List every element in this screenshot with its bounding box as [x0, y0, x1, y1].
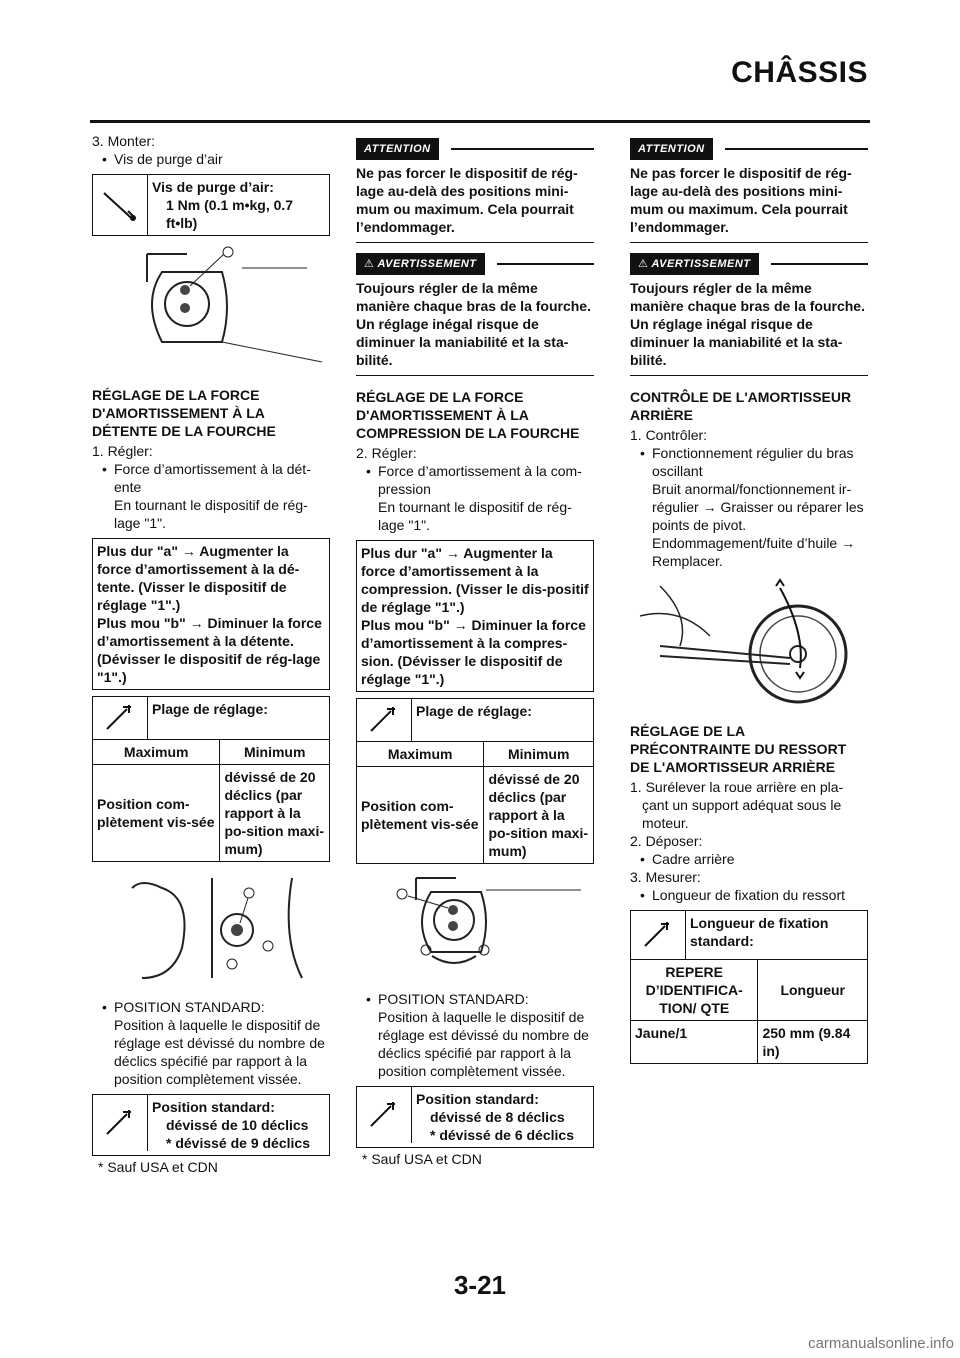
warning-text: Toujours régler de la même manière chaque bras de la fourche. Un réglage inégal risque de diminuer la maniabilité et la sta-bilité.: [630, 275, 868, 376]
heading-compression: RÉGLAGE DE LA FORCE D'AMORTISSEMENT À LA COMPRESSION DE LA FOURCHE: [356, 389, 580, 441]
attention-tag: ATTENTION: [630, 138, 713, 160]
attention-text: Ne pas forcer le dispositif de rég-lage au-delà des positions mini-mum ou maximum. Cela pourrait l’endommager.: [356, 160, 594, 243]
check-item: • Fonctionnement régulier du bras oscillant: [630, 444, 868, 480]
adjust-box-rebound: [92, 538, 330, 690]
figure-rebound-adjuster: [92, 868, 330, 992]
std-value-2: * dévissé de 9 déclics: [166, 1135, 310, 1151]
attention-text: Ne pas forcer le dispositif de rég-lage au-delà des positions mini-mum ou maximum. Cela pourrait l’endommager.: [630, 160, 868, 243]
header-rule: [90, 120, 870, 123]
standard-desc: Position à laquelle le dispositif de réglage est dévissé du nombre de déclics spécifié par rapport à la position complètement vissée.: [378, 1009, 589, 1079]
table-header-length: Longueur: [780, 982, 845, 998]
preload-step-2: 2. Déposer:: [630, 833, 703, 849]
standard-desc: Position à laquelle le dispositif de réglage est dévissé du nombre de déclics spécifié par rapport à la position complètement vissée.: [114, 1017, 325, 1087]
range-val-min: dévissé de 20 déclics (par rapport à la po-sition maxi-mum): [488, 771, 588, 859]
warning-badge: [356, 253, 594, 275]
attention-tag: ATTENTION: [356, 138, 439, 160]
check-line-2: Endommagement/fuite d’huile → Remplacer.: [652, 535, 856, 569]
footnote: * Sauf USA et CDN: [362, 1151, 482, 1167]
wrench-icon: [93, 697, 148, 739]
adjust-text-soft: Plus mou "b" → Diminuer la force d’amortissement à la détente. (Dévisser le dispositif de rég-lage "1".): [97, 615, 322, 685]
figure-swingarm: [630, 576, 868, 710]
range-title: Plage de réglage:: [152, 701, 268, 717]
adjust-text-hard: Plus dur "a" → Augmenter la force d’amortissement à la dé-tente. (Visser le dispositif de réglage "1".): [97, 543, 300, 613]
range-table-compression: [356, 698, 594, 864]
table-cell-color: Jaune/1: [631, 1021, 758, 1063]
watermark: carmanualsonline.info: [808, 1335, 954, 1352]
attention-badge: [630, 138, 868, 160]
adjust-text-hard: Plus dur "a" → Augmenter la force d’amortissement à la compression. (Visser le dis-positif de réglage "1".): [361, 545, 589, 615]
column-1: [92, 132, 330, 1176]
wrench-icon: [357, 699, 412, 741]
spec-air-value: 1 Nm (0.1 m•kg, 0.7 ft•lb): [166, 197, 294, 231]
screwdriver-icon: [93, 175, 148, 235]
range-col-min: Minimum: [507, 746, 570, 762]
wrench-icon-2: [357, 1087, 412, 1143]
std-box-rebound: [92, 1094, 330, 1156]
figure-air-screw: [92, 242, 330, 374]
spec-air-title: Vis de purge d’air:: [152, 179, 274, 195]
page-number: 3-21: [453, 1270, 507, 1300]
step-3: 3. Monter:: [92, 133, 156, 149]
check-line-1: Bruit anormal/fonctionnement ir-régulier → Graisser ou réparer les points de pivot.: [652, 481, 864, 533]
heading-rebound: RÉGLAGE DE LA FORCE D'AMORTISSEMENT À LA DÉTENTE DE LA FOURCHE: [92, 387, 276, 439]
step-3-item: • Vis de purge d’air: [92, 150, 330, 168]
heading-rear-shock-check: CONTRÔLE DE L'AMORTISSEUR ARRIÈRE: [630, 389, 852, 423]
range-col-max: Maximum: [357, 742, 484, 766]
range-val-min: dévissé de 20 déclics (par rapport à la po-sition maxi-mum): [224, 769, 324, 857]
range-col-max: Maximum: [93, 740, 220, 764]
std-box-compression: [356, 1086, 594, 1148]
table-header-id: REPERE D’IDENTIFICA-TION/ QTE: [631, 960, 758, 1020]
step-1-item: • Force d’amortissement à la dét-ente: [92, 460, 330, 496]
preload-step-3: 3. Mesurer:: [630, 869, 701, 885]
preload-step-3-item: • Longueur de fixation du ressort: [630, 886, 868, 904]
range-title: Plage de réglage:: [416, 703, 532, 719]
wrench-icon: [631, 911, 686, 959]
std-value-2: * dévissé de 6 déclics: [430, 1127, 574, 1143]
warning-badge: [630, 253, 868, 275]
step-2: 2. Régler:: [356, 445, 417, 461]
std-value-1: dévissé de 10 déclics: [166, 1117, 309, 1133]
attention-badge: [356, 138, 594, 160]
page-title: CHÂSSIS: [731, 56, 868, 89]
step-2-sub: En tournant le dispositif de rég-lage "1".: [378, 499, 572, 533]
spring-length-table: [630, 910, 868, 1064]
table-cell-length: 250 mm (9.84 in): [762, 1025, 851, 1059]
std-value-1: dévissé de 8 déclics: [430, 1109, 565, 1125]
heading-preload: RÉGLAGE DE LA PRÉCONTRAINTE DU RESSORT DE L'AMORTISSEUR ARRIÈRE: [630, 723, 847, 775]
warning-text: Toujours régler de la même manière chaque bras de la fourche. Un réglage inégal risque de diminuer la maniabilité et la sta-bilité.: [356, 275, 594, 376]
range-table-rebound: [92, 696, 330, 862]
spec-box-air: [92, 174, 330, 236]
adjust-text-soft: Plus mou "b" → Diminuer la force d’amortissement à la compres-sion. (Dévisser le dispositif de réglage "1".): [361, 617, 586, 687]
step-1: 1. Régler:: [92, 443, 153, 459]
column-2: [356, 132, 594, 1168]
preload-step-2-item: • Cadre arrière: [630, 850, 868, 868]
std-title: Position standard:: [416, 1091, 539, 1107]
warning-tag: ⚠ AVERTISSEMENT: [630, 253, 759, 275]
standard-item: • POSITION STANDARD:: [356, 990, 594, 1008]
footnote: * Sauf USA et CDN: [98, 1159, 218, 1175]
step-2-item: • Force d’amortissement à la com-pression: [356, 462, 594, 498]
preload-step-1: 1. Surélever la roue arrière en pla-çant un support adéquat sous le moteur.: [630, 779, 844, 831]
range-val-max: Position com-plètement vis-sée: [93, 765, 220, 861]
check-step-1: 1. Contrôler:: [630, 427, 708, 443]
std-title: Position standard:: [152, 1099, 275, 1115]
warning-tag: ⚠ AVERTISSEMENT: [356, 253, 485, 275]
figure-compression-adjuster: [356, 870, 594, 984]
step-1-sub: En tournant le dispositif de rég-lage "1".: [114, 497, 308, 531]
adjust-box-compression: [356, 540, 594, 692]
range-col-min: Minimum: [243, 744, 306, 760]
spring-spec-title: Longueur de fixation standard:: [690, 915, 829, 949]
wrench-icon-2: [93, 1095, 148, 1151]
standard-item: • POSITION STANDARD:: [92, 998, 330, 1016]
column-3: [630, 132, 868, 1064]
range-val-max: Position com-plètement vis-sée: [357, 767, 484, 863]
